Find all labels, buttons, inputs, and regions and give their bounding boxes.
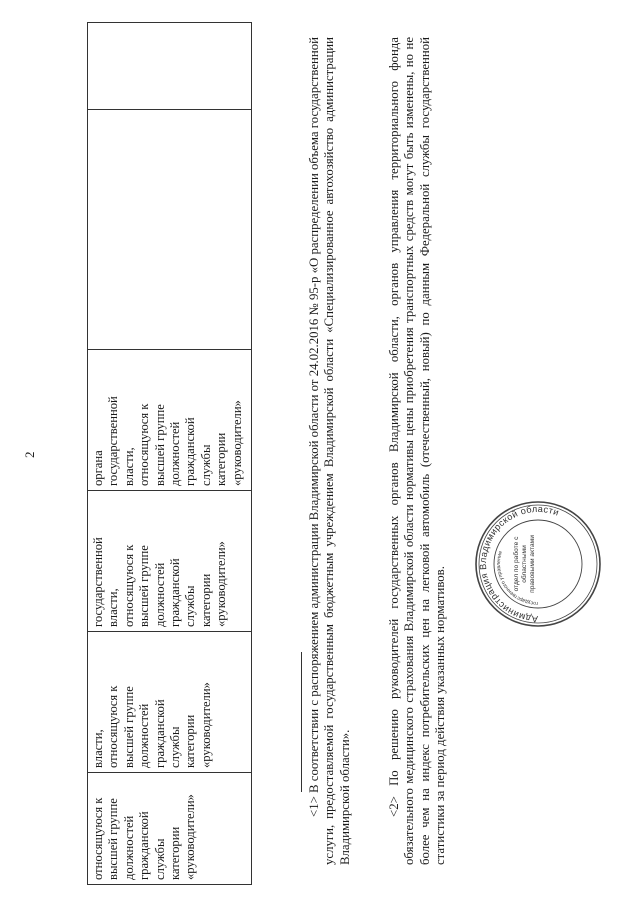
table-cell [88,23,252,110]
page-number: 2 [22,451,37,458]
footnote-2-text: <2> По решению руководителей государственных органов Владимирской области, органов управления территориального фонда обязательного медицинского страхования Владимирской области нормативы цены приобретения транспортных средств могут быть изменены, но не более чем на индекс потребительских цен на легковой автомобиль (отечественный, новый) по данным Федеральной службы государственной статистики за период действия указанных нормативов. [387,37,447,865]
table-row [88,23,252,885]
normatives-table [87,22,252,885]
table-cell: органа государственной власти, относящуюся к высшей группе должностей гражданской службы категории «руководители» [88,350,252,491]
footnote-1-text: <1> В соответствии с распоряжением администрации Владимирской области от 24.02.2016 № 95-р «О распределении объема государственной услуги, предоставляемой государственным бюджетным учреждением Владимирской области «Специализированное автохозяйство администрации Владимирской области». [307,37,352,865]
stamp-seal-icon [473,499,603,629]
table-cell: относящуюся к высшей группе должностей гражданской службы категории «руководители» [88,773,252,885]
footnote-1 [307,37,353,865]
table-cell [88,110,252,350]
footnote-separator [301,652,302,792]
stamp-inner-ring-text: государственного управления [495,550,539,607]
stamp-ring-text: Администрация Владимирской области [477,503,561,625]
table-cell: власти, относящуюся к высшей группе должностей гражданской службы категории «руководители» [88,632,252,773]
footnote-2 [387,37,448,865]
table-cell: государственной власти, относящуюся к высшей группе должностей гражданской службы категории «руководители» [88,491,252,632]
official-stamp [473,499,603,629]
stamp-center-text: отдел по работе с областными правовыми актами [513,535,536,593]
